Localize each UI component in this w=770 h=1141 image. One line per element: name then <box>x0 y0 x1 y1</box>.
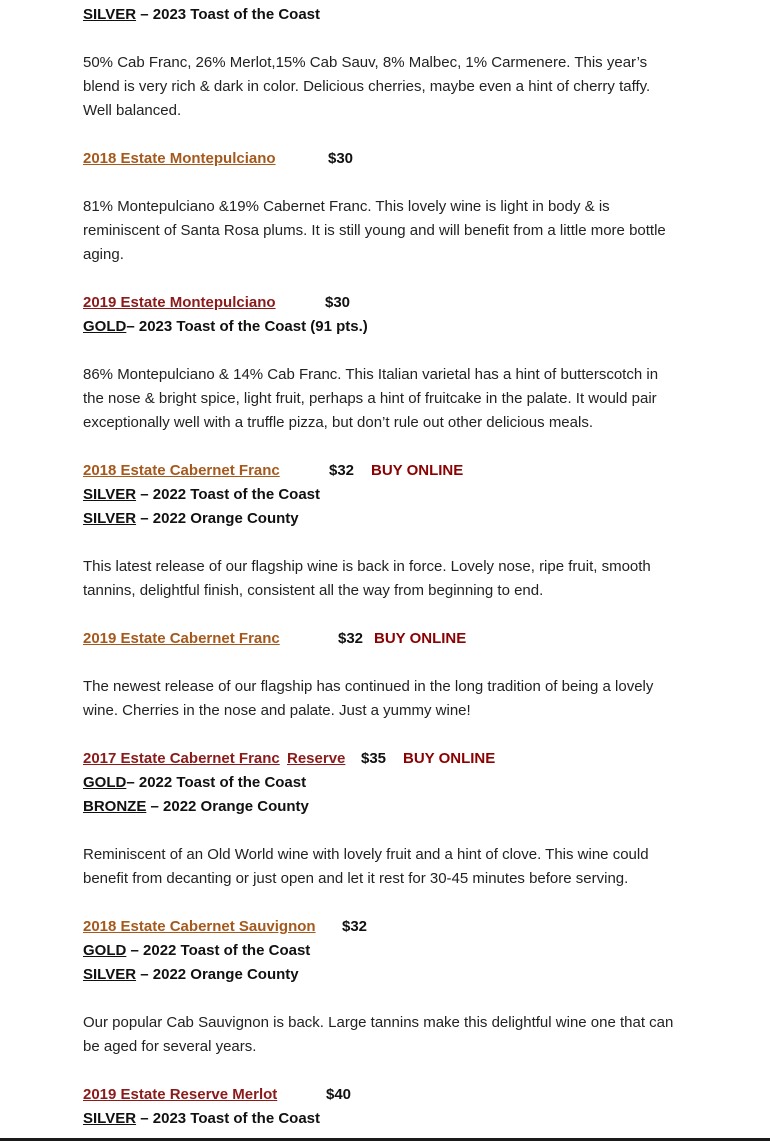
wine-description: 81% Montepulciano &19% Cabernet Franc. This lovely wine is light in body & is reminiscent of Santa Rosa plums. It is still young and will benefit from a little more bottle aging. <box>83 198 666 263</box>
award-line <box>83 315 368 339</box>
wine-price: $40 <box>326 1086 352 1103</box>
wine-link-2017-cabernet-franc[interactable]: 2017 Estate Cabernet Franc <box>83 750 280 767</box>
award-line <box>83 795 309 819</box>
award-line <box>83 3 320 27</box>
wine-link-2019-reserve-merlot[interactable]: 2019 Estate Reserve Merlot <box>83 1086 278 1103</box>
award-text: – 2023 Toast of the Coast (91 pts.) <box>126 318 368 335</box>
award-text: – 2023 Toast of the Coast <box>136 6 321 23</box>
wine-heading <box>83 459 683 483</box>
award-text: – 2023 Toast of the Coast <box>136 1110 321 1127</box>
award-line <box>83 963 299 987</box>
wine-description: Our popular Cab Sauvignon is back. Large tannins make this delightful wine one that can be aged for several years. <box>83 1014 674 1055</box>
award-level: GOLD <box>83 942 127 959</box>
wine-link-reserve[interactable]: Reserve <box>287 750 346 767</box>
award-level: SILVER <box>83 510 137 527</box>
award-text: – 2022 Toast of the Coast <box>126 774 307 791</box>
award-text: – 2022 Toast of the Coast <box>126 942 311 959</box>
wine-price: $30 <box>325 294 351 311</box>
wine-description: 86% Montepulciano & 14% Cab Franc. This Italian varietal has a hint of butterscotch in the nose & bright spice, light fruit, perhaps a hint of fruitcake in the palate. It would pair exceptionally well with a truffle pizza, but don’t rule out other delicious meals. <box>83 366 659 431</box>
buy-online-link[interactable]: BUY ONLINE <box>403 750 496 767</box>
award-level: BRONZE <box>83 798 147 815</box>
wine-price: $30 <box>328 150 354 167</box>
award-line <box>83 507 299 531</box>
wine-description: This latest release of our flagship wine is back in force. Lovely nose, ripe fruit, smooth tannins, delightful finish, consistent all the way from beginning to end. <box>83 558 651 599</box>
award-line <box>83 1107 320 1131</box>
wine-description: The newest release of our flagship has continued in the long tradition of being a lovely wine. Cherries in the nose and palate. Just a yummy wine! <box>83 678 654 719</box>
award-text: – 2022 Orange County <box>136 510 299 527</box>
wine-link-2018-cabernet-sauvignon[interactable]: 2018 Estate Cabernet Sauvignon <box>83 918 316 935</box>
award-level: SILVER <box>83 6 137 23</box>
buy-online-link[interactable]: BUY ONLINE <box>374 630 467 647</box>
wine-link-2019-montepulciano[interactable]: 2019 Estate Montepulciano <box>83 294 276 311</box>
wine-price: $32 <box>338 630 364 647</box>
award-text: – 2022 Toast of the Coast <box>136 486 321 503</box>
wine-heading <box>83 915 683 939</box>
award-level: SILVER <box>83 486 137 503</box>
award-line <box>83 771 306 795</box>
wine-heading <box>83 147 683 171</box>
award-text: – 2022 Orange County <box>146 798 309 815</box>
wine-link-2019-cabernet-franc[interactable]: 2019 Estate Cabernet Franc <box>83 630 280 647</box>
wine-heading <box>83 1083 683 1107</box>
wine-heading <box>83 291 683 315</box>
wine-link-2018-montepulciano[interactable]: 2018 Estate Montepulciano <box>83 150 276 167</box>
wine-description: Reminiscent of an Old World wine with lovely fruit and a hint of clove. This wine could benefit from decanting or just open and let it rest for 30-45 minutes before serving. <box>83 846 649 887</box>
award-level: SILVER <box>83 966 137 983</box>
wine-price: $32 <box>329 462 355 479</box>
award-text: – 2022 Orange County <box>136 966 299 983</box>
award-level: SILVER <box>83 1110 137 1127</box>
wine-link-2018-cabernet-franc[interactable]: 2018 Estate Cabernet Franc <box>83 462 280 479</box>
wine-price: $32 <box>342 918 368 935</box>
award-line <box>83 483 320 507</box>
buy-online-link[interactable]: BUY ONLINE <box>371 462 464 479</box>
award-level: GOLD <box>83 774 127 791</box>
award-line <box>83 939 310 963</box>
award-level: GOLD <box>83 318 127 335</box>
wine-price: $35 <box>361 750 387 767</box>
wine-heading <box>83 747 683 771</box>
wine-description: 50% Cab Franc, 26% Merlot,15% Cab Sauv, 8% Malbec, 1% Carmenere. This year’s blend is very rich & dark in color. Delicious cherries, maybe even a hint of cherry taffy. Well balanced. <box>83 54 651 119</box>
wine-heading <box>83 627 683 651</box>
